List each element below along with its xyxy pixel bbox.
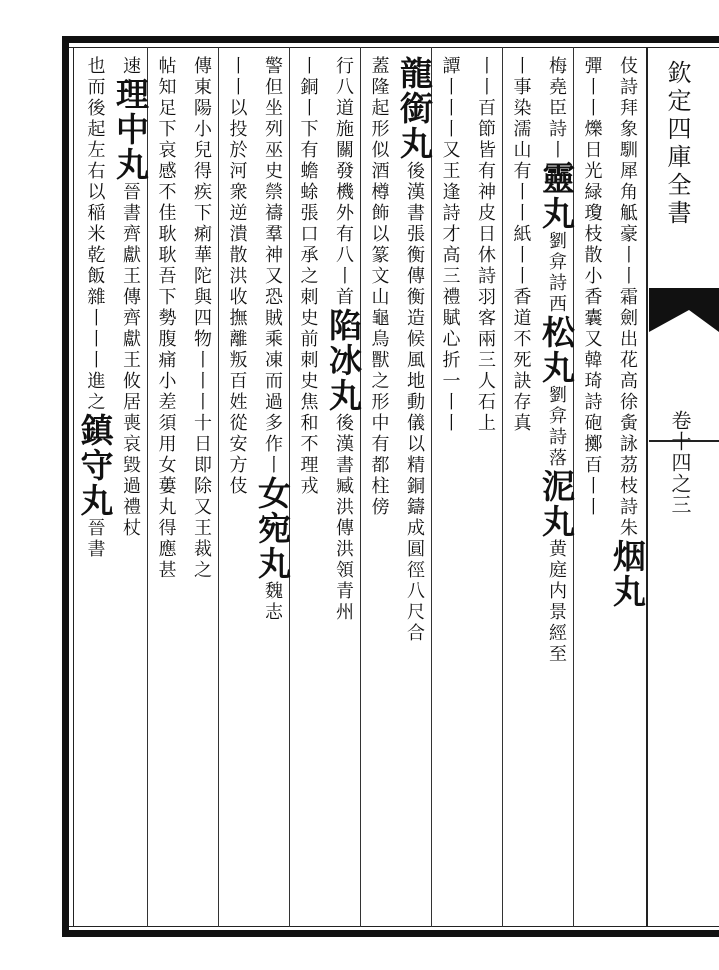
text-column bbox=[253, 56, 292, 920]
frame-inner-left-line bbox=[73, 47, 74, 927]
commentary-text: 丨丨以投於河衆逆潰散洪收撫離叛百姓從安 bbox=[226, 56, 248, 455]
commentary-text: 晉書齊獻王傳齊獻王攸居喪哀毀過禮杖 bbox=[120, 182, 141, 539]
text-column bbox=[362, 56, 394, 920]
text-column bbox=[185, 56, 217, 920]
commentary-text: 魏志 bbox=[262, 581, 283, 623]
commentary-text: 黄庭内景經至 bbox=[546, 539, 567, 665]
commentary-text: 譚丨丨丨又王逢詩才高三禮賦心折一丨丨 bbox=[439, 56, 461, 434]
frame-inner-bottom-line bbox=[69, 926, 719, 927]
text-column bbox=[433, 56, 465, 920]
commentary-text: 丨丨霜劍出花高徐夤詠茘枝詩朱 bbox=[617, 245, 638, 539]
column-rule bbox=[360, 47, 361, 927]
text-column bbox=[395, 56, 434, 920]
headword: 靈丸 bbox=[537, 161, 576, 231]
commentary-text: 丨銅丨下有蟾蜍張口承之 bbox=[297, 56, 319, 287]
banner-title: 欽定四庫全書 bbox=[663, 60, 691, 228]
commentary-text: 行八道施關發機外有八丨首 bbox=[333, 56, 354, 308]
column-rule bbox=[431, 47, 432, 927]
fishtail-ornament bbox=[649, 288, 719, 332]
text-column bbox=[111, 56, 150, 920]
frame-bottom-border bbox=[62, 930, 719, 937]
commentary-text: 紙丨丨香 bbox=[510, 224, 532, 308]
commentary-text: 也 bbox=[84, 56, 106, 77]
column-rule bbox=[502, 47, 503, 927]
text-column bbox=[537, 56, 576, 920]
commentary-text: 警但坐列巫史禜禱羣神又恐賊乘凍而過多作丨 bbox=[262, 56, 283, 476]
text-column bbox=[504, 56, 536, 920]
headword: 理中丸 bbox=[111, 77, 150, 182]
banner-volume: 卷十四之三 bbox=[668, 410, 692, 515]
text-column bbox=[324, 56, 363, 920]
commentary-text: 刺史前刺史焦和不理戎 bbox=[297, 287, 319, 497]
headword: 泥丸 bbox=[537, 469, 576, 539]
headword: 松丸 bbox=[537, 315, 576, 385]
frame-top-border bbox=[62, 36, 719, 43]
commentary-text: 伎詩拜象馴犀角觝豪 bbox=[617, 56, 638, 245]
headword: 鎮守丸 bbox=[75, 413, 115, 518]
commentary-text: 劉弇詩西 bbox=[546, 231, 567, 315]
headword: 女宛丸 bbox=[253, 476, 292, 581]
commentary-text: 梅堯臣詩丨 bbox=[546, 56, 567, 161]
text-column bbox=[149, 56, 181, 920]
column-rule bbox=[218, 47, 219, 927]
commentary-text: 蓋隆起形似酒樽飾以篆文山龜鳥獸之形中有都柱傍 bbox=[368, 56, 390, 518]
frame-inner-top-line bbox=[69, 47, 719, 48]
commentary-text: 晉書 bbox=[84, 518, 106, 560]
commentary-text: 而後起左右以稲米乾飯雜丨丨丨進之 bbox=[84, 77, 106, 413]
commentary-text: 丨丨百節皆有神皮日休詩羽客兩三人石上 bbox=[475, 56, 496, 434]
commentary-text: 後漢書臧洪傳洪領青州 bbox=[333, 413, 354, 623]
commentary-text: 速 bbox=[120, 56, 141, 77]
text-column bbox=[75, 56, 115, 920]
commentary-text: 道不死訣存真 bbox=[510, 308, 532, 434]
text-column bbox=[469, 56, 501, 920]
commentary-text: 彈丨丨爍日光緑瓊枝散小香囊又韓琦詩砲擲百丨丨 bbox=[581, 56, 603, 518]
banner-border bbox=[646, 47, 648, 927]
text-column bbox=[291, 56, 323, 920]
commentary-text: 方伎 bbox=[226, 455, 248, 497]
commentary-text: 傳東陽小兒得疾下痢華陀與四物丨丨丨十日即除又王裁之 bbox=[191, 56, 212, 581]
headword: 烟丸 bbox=[608, 539, 647, 609]
commentary-text: 丨事染濡 bbox=[510, 56, 532, 140]
text-column bbox=[608, 56, 647, 920]
headword: 陷冰丸 bbox=[324, 308, 363, 413]
commentary-text: 後漢書張衡傳衡造候風地動儀以精銅鑄成圓徑八尺合 bbox=[404, 161, 425, 644]
text-column bbox=[220, 56, 252, 920]
commentary-text: 山有丨丨 bbox=[510, 140, 532, 224]
headword: 龍銜丸 bbox=[395, 56, 434, 161]
commentary-text: 帖知足下哀感不佳耿耿吾下勢腹痛小差須用女蔞丸得應甚 bbox=[155, 56, 177, 581]
commentary-text: 劉弇詩落 bbox=[546, 385, 567, 469]
text-column bbox=[575, 56, 607, 920]
frame-left-border bbox=[62, 36, 69, 937]
